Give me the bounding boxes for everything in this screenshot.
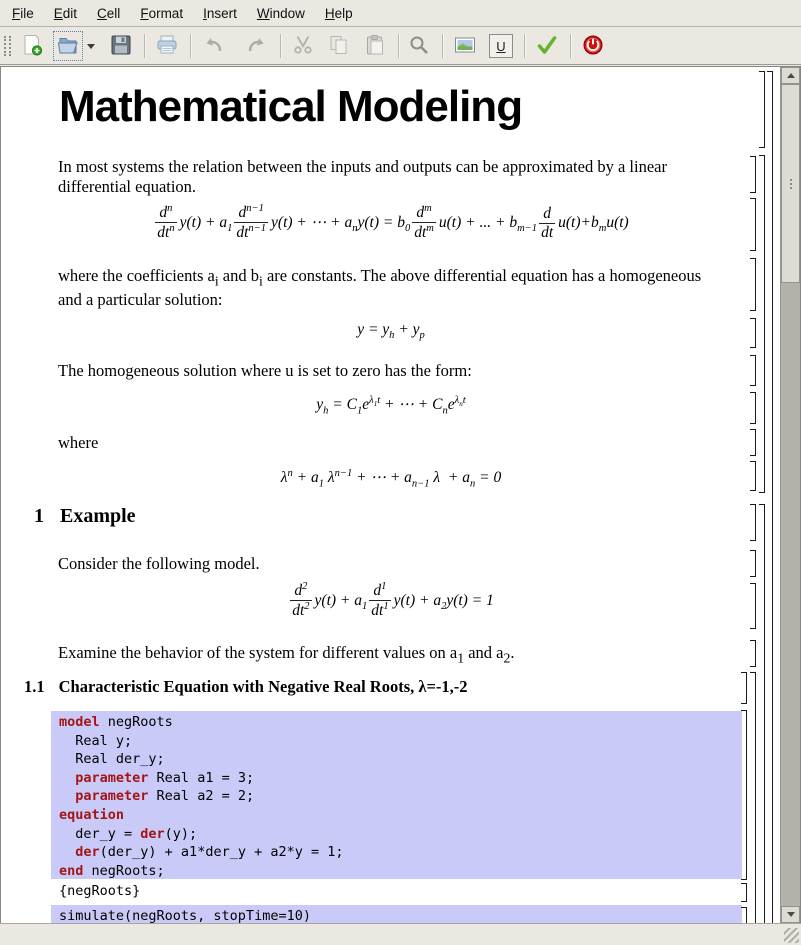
- toolbar-drag-handle[interactable]: [4, 36, 11, 56]
- undo-icon: [201, 33, 225, 60]
- text-cell-coefficients[interactable]: where the coefficients $a_i$ and $b_i$ are constants. The above differential equation has a homogeneous and a particular solution:: [58, 266, 702, 310]
- toolbar-separator: [524, 34, 526, 58]
- toolbar-separator: [280, 34, 282, 58]
- cut-button[interactable]: [288, 31, 318, 61]
- save-button[interactable]: [106, 31, 136, 61]
- thumb-grip-icon: [790, 179, 792, 181]
- cell-bracket[interactable]: [759, 504, 765, 923]
- cell-bracket[interactable]: [750, 583, 756, 629]
- scroll-down-button[interactable]: [781, 906, 800, 923]
- menu-insert[interactable]: Insert: [203, 5, 237, 21]
- resize-grip[interactable]: [784, 928, 799, 943]
- cell-bracket[interactable]: [750, 672, 756, 923]
- cell-bracket[interactable]: [750, 258, 756, 311]
- vertical-scrollbar[interactable]: [780, 67, 800, 923]
- equation-cell-characteristic[interactable]: $\lambda^n + a_1$ $\lambda^{n-1}$ + ⋯ + $a_{n-1}$ $\lambda + a_n = 0$: [280, 468, 502, 490]
- print-icon: [155, 33, 179, 60]
- copy-button[interactable]: [324, 31, 354, 61]
- stop-button[interactable]: [578, 31, 608, 61]
- arrow-up-icon: [787, 73, 795, 78]
- cell-bracket[interactable]: [750, 640, 756, 667]
- cell-bracket[interactable]: [750, 461, 756, 491]
- paste-clipboard-icon: [363, 33, 387, 60]
- cell-bracket[interactable]: [741, 710, 747, 880]
- underline-button[interactable]: [486, 31, 516, 61]
- status-bar: [0, 923, 801, 945]
- toolbar: [0, 28, 801, 65]
- subsection-title: Characteristic Equation with Negative Real Roots, λ=-1,-2: [58, 677, 468, 696]
- section-title: Example: [60, 505, 136, 527]
- copy-icon: [327, 33, 351, 60]
- output-cell-negroots[interactable]: {negRoots}: [51, 881, 742, 903]
- toolbar-separator: [570, 34, 572, 58]
- menu-format[interactable]: Format: [140, 5, 184, 21]
- text-cell-examine[interactable]: Examine the behavior of the system for different values on $a_1$ and $a_2$.: [58, 643, 515, 666]
- redo-button[interactable]: [242, 31, 272, 61]
- open-dropdown-button[interactable]: [84, 31, 98, 61]
- cell-bracket[interactable]: [750, 550, 756, 577]
- cell-bracket[interactable]: [750, 392, 756, 424]
- insert-image-button[interactable]: [450, 31, 480, 61]
- code-cell-model-negroots[interactable]: model negRoots Real y; Real der_y; parameter Real a1 = 3; parameter Real a2 = 2; equation der_y = der(y); der(der_y) + a1*der_y + a2*y = 1; end negRoots;: [51, 711, 742, 879]
- text-cell-homogeneous[interactable]: The homogeneous solution where u is set to zero has the form:: [58, 361, 472, 380]
- menubar: [0, 0, 801, 27]
- search-icon: [407, 33, 431, 60]
- section-heading-example[interactable]: [34, 505, 136, 528]
- equation-cell-model[interactable]: $\frac{d^2}{dt^2}$ $y(t) + a_1$ $\frac{d^1}{dt^1}$ $y(t) + a_2y(t) = 1$: [292, 581, 494, 620]
- cell-bracket[interactable]: [759, 155, 765, 493]
- document-title-cell[interactable]: Mathematical Modeling: [59, 82, 523, 131]
- notebook-page: [1, 67, 800, 923]
- cell-bracket[interactable]: [741, 907, 747, 923]
- scrollbar-thumb[interactable]: [781, 84, 800, 283]
- cell-bracket[interactable]: [750, 504, 756, 541]
- redo-icon: [245, 33, 269, 60]
- subsection-heading-negroots[interactable]: [24, 677, 468, 697]
- cell-bracket[interactable]: [750, 429, 756, 456]
- section-number: 1: [34, 505, 44, 527]
- equation-cell-sum[interactable]: $y = y_h + y_p$: [357, 321, 425, 342]
- text-cell-where[interactable]: where: [58, 433, 99, 452]
- toolbar-separator: [190, 34, 192, 58]
- cell-bracket[interactable]: [767, 71, 773, 923]
- subsection-number: 1.1: [24, 677, 45, 696]
- scroll-up-button[interactable]: [781, 67, 800, 84]
- open-folder-icon: [56, 33, 80, 60]
- toolbar-separator: [442, 34, 444, 58]
- chevron-down-icon: [87, 44, 95, 49]
- new-document-button[interactable]: [17, 31, 47, 61]
- arrow-down-icon: [787, 912, 795, 917]
- paste-button[interactable]: [360, 31, 390, 61]
- text-cell-intro[interactable]: In most systems the relation between the inputs and outputs can be approximated by a linear differential equation.: [58, 157, 667, 197]
- code-cell-simulate[interactable]: simulate(negRoots, stopTime=10): [51, 905, 742, 923]
- notebook-document: [0, 66, 801, 924]
- cell-bracket[interactable]: [750, 318, 756, 348]
- toolbar-separator: [144, 34, 146, 58]
- cut-scissors-icon: [291, 33, 315, 60]
- image-icon: [453, 33, 477, 60]
- evaluate-button[interactable]: [532, 31, 562, 61]
- menu-edit[interactable]: Edit: [53, 5, 78, 21]
- equation-cell-differential[interactable]: $d^n$ $dt^n$ $y(t) + a_1$ $d^{n-1}$ $dt^{n-1}$ y(t) + ⋯ + $a_ny(t) = b_0$ $d^m$ $dt^m$ u(t) + ... + $b_{m-1}$ $\frac{d}{dt}$ $u(t)+b_mu(t)$: [157, 203, 629, 242]
- print-button[interactable]: [152, 31, 182, 61]
- undo-button[interactable]: [198, 31, 228, 61]
- text-cell-consider[interactable]: Consider the following model.: [58, 554, 260, 573]
- menu-cell[interactable]: Cell: [97, 5, 121, 21]
- new-document-icon: [20, 33, 44, 60]
- search-button[interactable]: [404, 31, 434, 61]
- cell-bracket[interactable]: [741, 883, 747, 902]
- open-notebook-button[interactable]: [53, 31, 83, 61]
- save-floppy-icon: [109, 33, 133, 60]
- toolbar-separator: [398, 34, 400, 58]
- cell-bracket[interactable]: [759, 71, 765, 148]
- cell-bracket[interactable]: [741, 672, 747, 704]
- menu-help[interactable]: Help: [324, 5, 353, 21]
- cell-bracket[interactable]: [750, 198, 756, 251]
- menu-window[interactable]: Window: [256, 5, 305, 21]
- cell-bracket[interactable]: [750, 156, 756, 193]
- underline-icon: U: [489, 34, 513, 58]
- equation-cell-homogeneous[interactable]: $y_h = C_1e^{\lambda_1t}$ + ⋯ + $C_ne^{\lambda_nt}$: [316, 395, 466, 417]
- menu-file[interactable]: File: [12, 5, 34, 21]
- check-icon: [535, 33, 559, 60]
- power-icon: [581, 33, 605, 60]
- cell-bracket[interactable]: [750, 355, 756, 386]
